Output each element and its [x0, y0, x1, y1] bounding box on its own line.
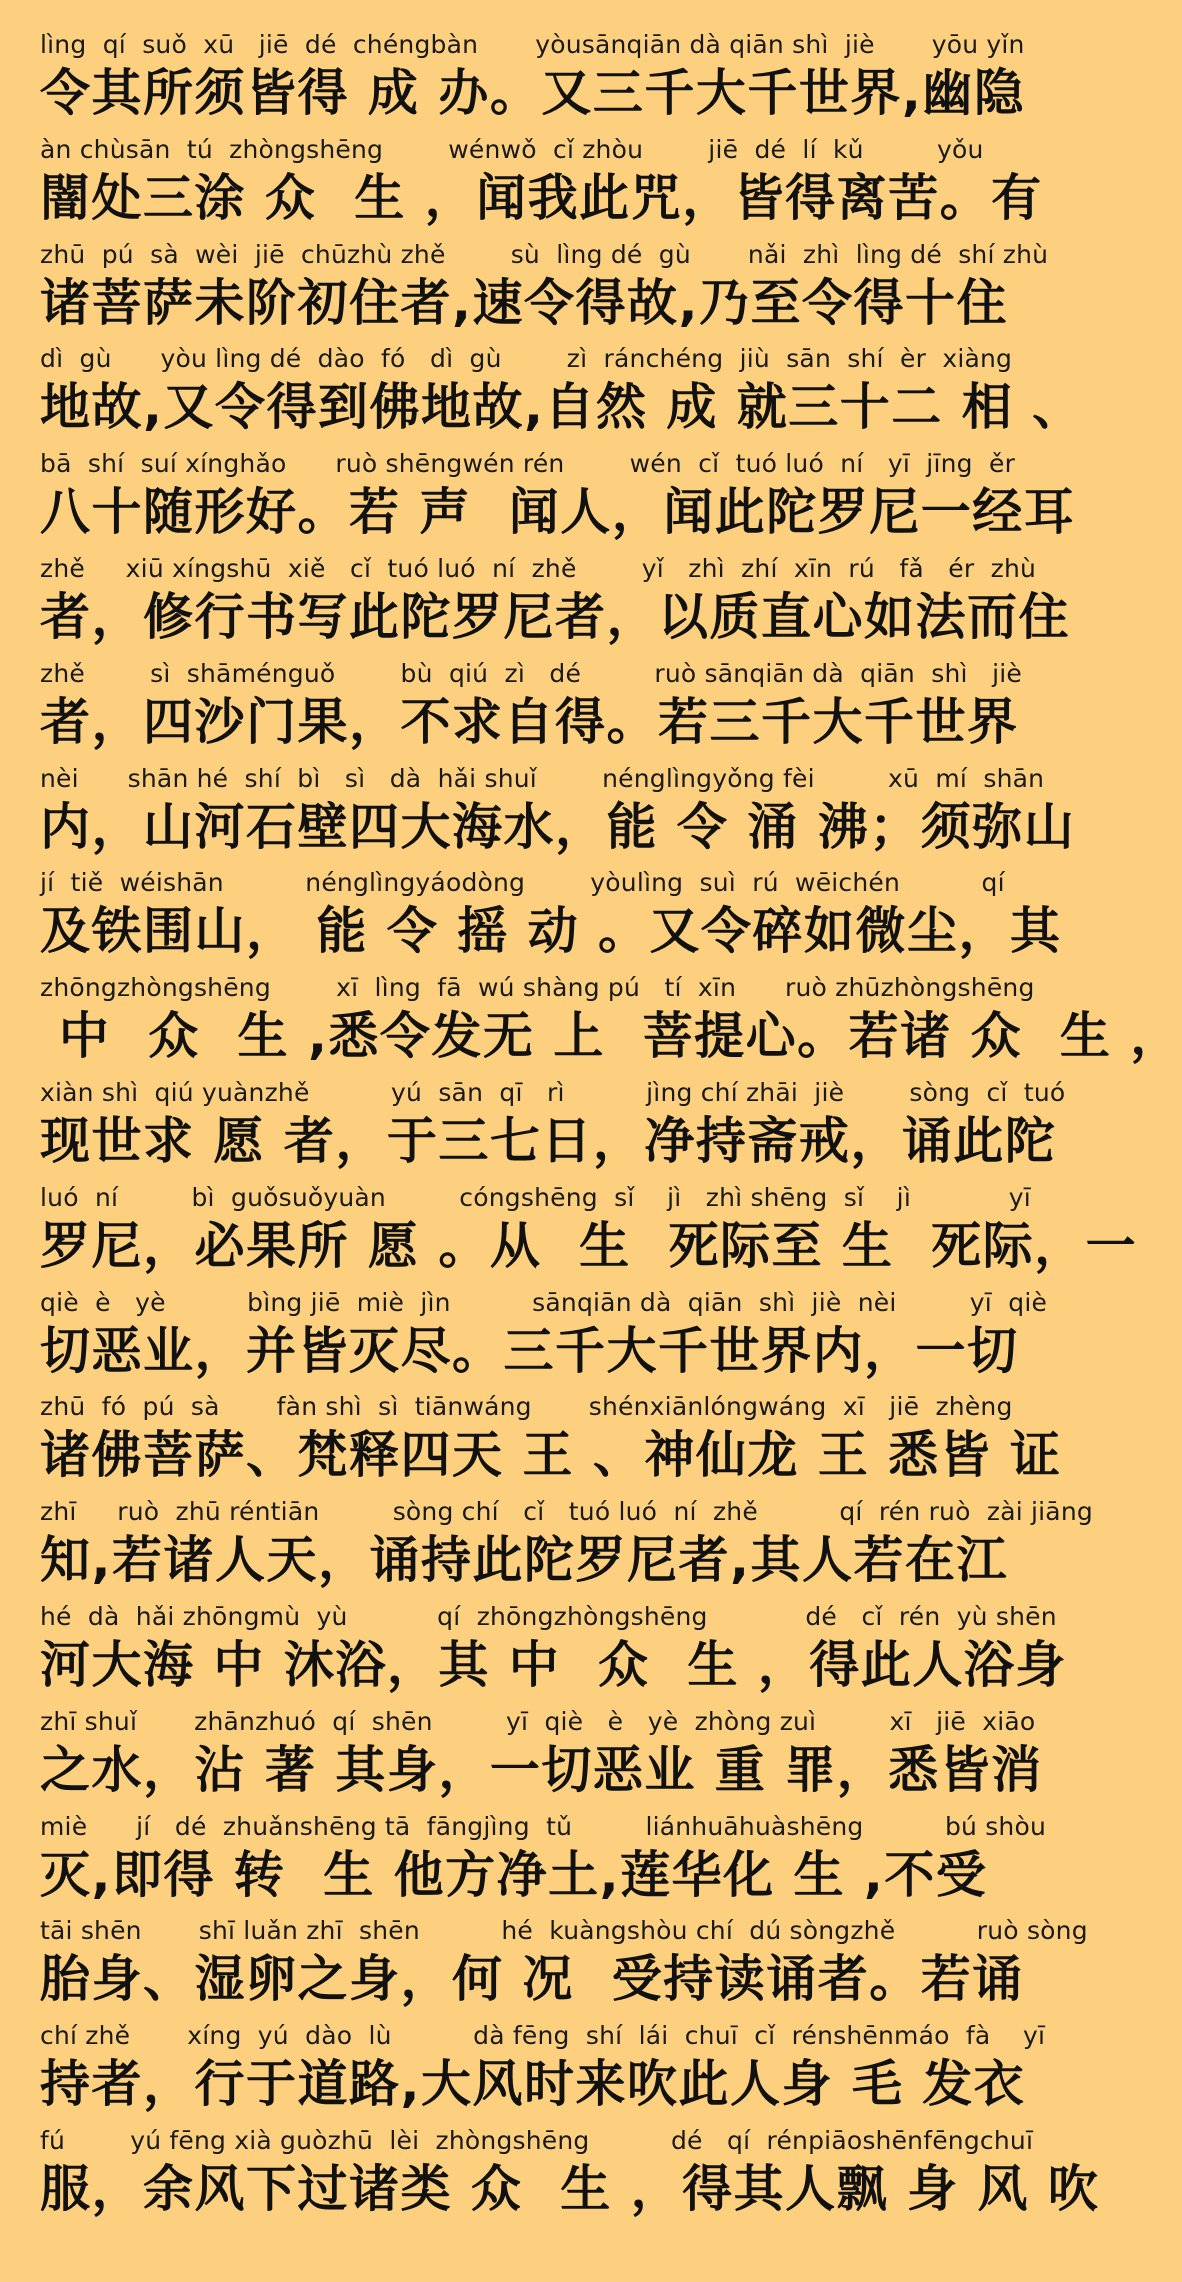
hanzi-line: 八十随形好。若 声 闻人，闻此陀罗尼一经耳: [40, 483, 1076, 542]
hanzi-line: 者，四沙门果，不求自得。若三千大千世界: [40, 692, 1019, 751]
pinyin-line: fú yú fēng xià guòzhū lèi zhòngshēng dé qí rénpiāoshēnfēngchuī: [40, 2125, 1034, 2155]
pinyin-line: miè jí dé zhuǎnshēng tā fāngjìng tǔ liánhuāhuàshēng bú shòu: [40, 1811, 1047, 1841]
pinyin-line: zhōngzhòngshēng xī lìng fā wú shàng pú tí xīn ruò zhūzhòngshēng: [40, 973, 1035, 1003]
hanzi-line: 闇处三涂 众 生 ，闻我此咒，皆得离苦。有: [40, 168, 1043, 227]
text-line: [40, 1916, 1088, 2021]
hanzi-line: 之水，沾 著 其身，一切恶业 重 罪，悉皆消: [40, 1740, 1043, 1799]
text-line: [40, 1077, 1066, 1183]
text-line: [40, 1287, 1048, 1393]
hanzi-line: 中 众 生 ,悉令发无 上 菩提心。若诸 众 生 ，: [40, 1007, 1182, 1066]
hanzi-line: 及铁围山， 能 令 摇 动 。又令碎如微尘，其: [40, 902, 1062, 961]
text-line: [40, 553, 1070, 659]
pinyin-line: àn chùsān tú zhòngshēng wénwǒ cǐ zhòu jiē dé lí kǔ yǒu: [40, 134, 984, 164]
pinyin-line: dì gù yòu lìng dé dào fó dì gù zì ránchéng jiù sān shí èr xiàng: [40, 344, 1013, 374]
text-line: [40, 1392, 1062, 1497]
pinyin-line: zhī ruò zhū réntiān sòng chí cǐ tuó luó ní zhě qí rén ruò zài jiāng: [40, 1497, 1093, 1527]
hanzi-line: 胎身、湿卵之身，何 况 受持读诵者。若诵: [40, 1950, 1024, 2009]
pinyin-line: zhū fó pú sà fàn shì sì tiānwáng shénxiānlóngwáng xī jiē zhèng: [40, 1392, 1013, 1422]
hanzi-line: 知,若诸人天，诵持此陀罗尼者,其人若在江: [40, 1531, 1008, 1590]
text-line: [40, 2021, 1046, 2126]
text-line: [40, 2125, 1100, 2231]
text-line: [40, 134, 1043, 240]
text-line: [40, 449, 1076, 554]
pinyin-line: zhě xiū xíngshū xiě cǐ tuó luó ní zhě yǐ zhì zhí xīn rú fǎ ér zhù: [40, 553, 1037, 583]
pinyin-line: bā shí suí xínghǎo ruò shēngwén rén wén cǐ tuó luó ní yī jīng ěr: [40, 449, 1016, 479]
hanzi-line: 者，修行书写此陀罗尼者，以质直心如法而住: [40, 587, 1070, 646]
hanzi-line: 服，余风下过诸类 众 生 ，得其人飘 身 风 吹: [40, 2159, 1100, 2218]
pinyin-line: qiè è yè bìng jiē miè jìn sānqiān dà qiān shì jiè nèi yī qiè: [40, 1287, 1048, 1317]
pinyin-line: luó ní bì guǒsuǒyuàn cóngshēng sǐ jì zhì shēng sǐ jì yī: [40, 1182, 1031, 1212]
text-line: [40, 239, 1049, 345]
hanzi-line: 罗尼，必果所 愿 。从 生 死际至 生 死际，一: [40, 1216, 1138, 1275]
text-line: [40, 1182, 1138, 1288]
text-line: [40, 868, 1062, 973]
hanzi-line: 持者，行于道路,大风时来吹此人身 毛 发衣: [40, 2055, 1026, 2114]
pinyin-line: tāi shēn shī luǎn zhī shēn hé kuàngshòu chí dú sòngzhě ruò sòng: [40, 1916, 1088, 1946]
hanzi-line: 内，山河石壁四大海水，能 令 涌 沸；须弥山: [40, 797, 1076, 856]
pinyin-line: zhū pú sà wèi jiē chūzhù zhě sù lìng dé gù nǎi zhì lìng dé shí zhù: [40, 239, 1049, 269]
hanzi-line: 河大海 中 沐浴，其 中 众 生 ，得此人浴身: [40, 1635, 1067, 1694]
hanzi-line: 现世求 愿 者，于三七日，净持斋戒，诵此陀: [40, 1111, 1057, 1170]
hanzi-line: 诸佛菩萨、梵释四天 王 、神仙龙 王 悉皆 证: [40, 1426, 1062, 1485]
text-line: [40, 763, 1076, 869]
pinyin-line: jí tiě wéishān nénglìngyáodòng yòulìng suì rú wēichén qí: [40, 868, 1005, 898]
text-line: [40, 1497, 1093, 1602]
text-line: [40, 344, 1084, 449]
text-line: [40, 1811, 1047, 1917]
text-line: [40, 1601, 1067, 1707]
hanzi-line: 令其所须皆得 成 办。又三千大千世界,幽隐: [40, 64, 1026, 122]
pinyin-line: zhī shuǐ zhānzhuó qí shēn yī qiè è yè zhòng zuì xī jiē xiāo: [40, 1706, 1036, 1736]
text-line: [40, 659, 1040, 764]
hanzi-line: 灭,即得 转 生 他方净土,莲华化 生 ,不受: [40, 1845, 988, 1904]
hanzi-line: 切恶业，并皆灭尽。三千大千世界内，一切: [40, 1321, 1019, 1380]
hanzi-line: 地故,又令得到佛地故,自然 成 就三十二 相 、: [40, 378, 1084, 437]
pinyin-line: xiàn shì qiú yuànzhě yú sān qī rì jìng chí zhāi jiè sòng cǐ tuó: [40, 1077, 1066, 1107]
text-line: [40, 1706, 1043, 1812]
pinyin-line: hé dà hǎi zhōngmù yù qí zhōngzhòngshēng dé cǐ rén yù shēn: [40, 1601, 1057, 1631]
pinyin-line: nèi shān hé shí bì sì dà hǎi shuǐ nénglìngyǒng fèi xū mí shān: [40, 763, 1045, 793]
pinyin-line: zhě sì shāménguǒ bù qiú zì dé ruò sānqiān dà qiān shì jiè: [40, 658, 1022, 688]
pinyin-line: lìng qí suǒ xū jiē dé chéngbàn yòusānqiān dà qiān shì jiè yōu yǐn: [40, 30, 1025, 59]
text-line: [40, 30, 1040, 135]
hanzi-line: 诸菩萨未阶初住者,速令得故,乃至令得十住: [40, 273, 1008, 332]
text-line: [40, 973, 1182, 1078]
pinyin-line: chí zhě xíng yú dào lù dà fēng shí lái chuī cǐ rénshēnmáo fà yī: [40, 2021, 1046, 2051]
